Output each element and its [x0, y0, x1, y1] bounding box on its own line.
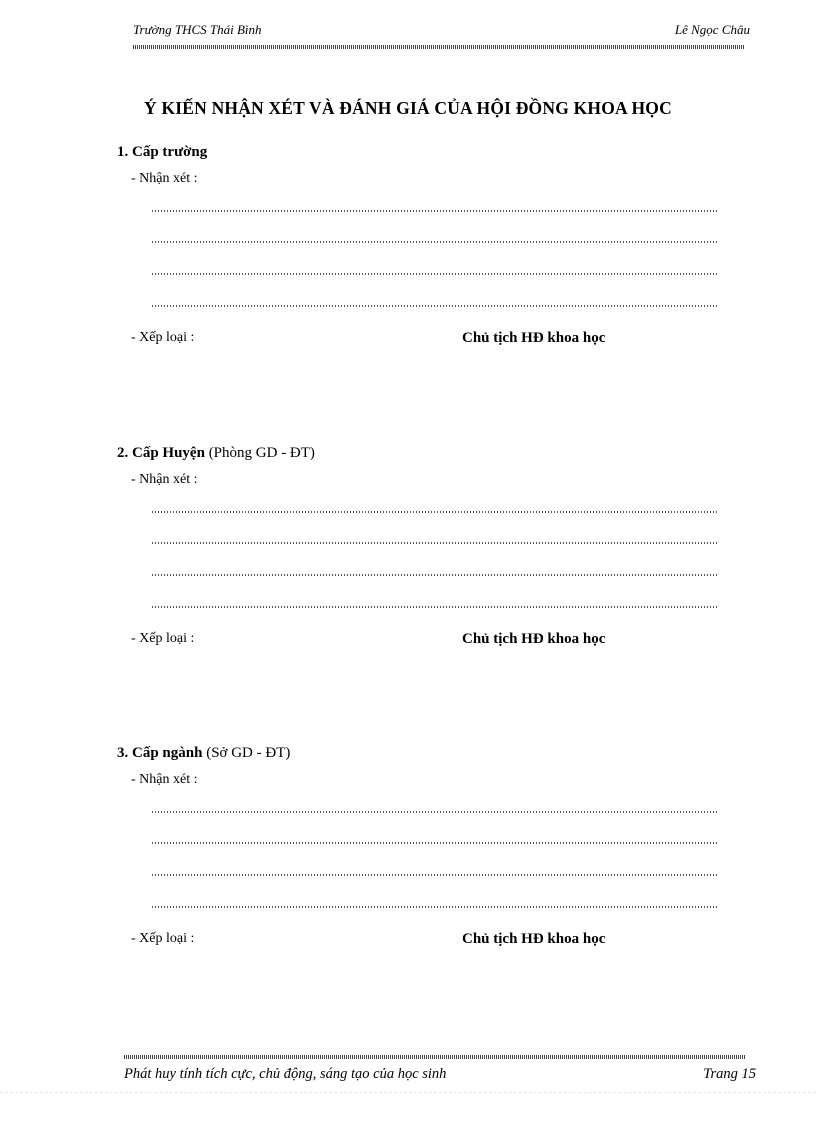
comment-line-4: [152, 906, 717, 908]
comment-line-3: [152, 273, 717, 275]
comment-line-2: [152, 542, 717, 544]
comment-line-2: [152, 842, 717, 844]
comment-line-1: [152, 511, 717, 513]
section-detail: (Phòng GD - ĐT): [208, 445, 315, 461]
header-school: Trường THCS Thái Bình: [133, 22, 262, 37]
grade-label: - Xếp loại :: [131, 330, 195, 345]
footer-rule: [124, 1055, 746, 1059]
header-author: Lê Ngọc Châu: [674, 22, 750, 37]
page-edge: [0, 1092, 816, 1093]
section-heading: [117, 745, 290, 762]
comment-line-3: [152, 574, 717, 576]
section-detail: (Sở GD - ĐT): [206, 745, 291, 761]
footer-subject: Phát huy tính tích cực, chủ động, sáng tạo của học sinh: [124, 1066, 447, 1082]
section-heading: [117, 445, 315, 462]
comment-label: - Nhận xét :: [131, 772, 198, 787]
comment-line-3: [152, 874, 717, 876]
comment-line-1: [152, 210, 717, 212]
comment-line-1: [152, 811, 717, 813]
section-heading: [117, 144, 207, 161]
comment-label: - Nhận xét :: [131, 472, 198, 487]
comment-label: - Nhận xét :: [131, 171, 198, 186]
section-number: 1.: [117, 144, 129, 160]
page-title: Ý KIẾN NHẬN XÉT VÀ ĐÁNH GIÁ CỦA HỘI ĐỒNG KHOA HỌC: [144, 98, 672, 118]
chair-signature-label: Chủ tịch HĐ khoa học: [462, 631, 606, 647]
chair-signature-label: Chủ tịch HĐ khoa học: [462, 330, 606, 346]
comment-line-2: [152, 241, 717, 243]
comment-line-4: [152, 305, 717, 307]
chair-signature-label: Chủ tịch HĐ khoa học: [462, 931, 606, 947]
section-level: Cấp Huyện: [132, 445, 205, 461]
section-number: 2.: [117, 445, 129, 461]
header-rule: [133, 45, 745, 49]
grade-label: - Xếp loại :: [131, 931, 195, 946]
grade-label: - Xếp loại :: [131, 631, 195, 646]
comment-line-4: [152, 606, 717, 608]
section-level: Cấp ngành: [132, 745, 203, 761]
footer-page-number: Trang 15: [703, 1066, 756, 1082]
section-number: 3.: [117, 745, 129, 761]
section-level: Cấp trường: [132, 144, 208, 160]
